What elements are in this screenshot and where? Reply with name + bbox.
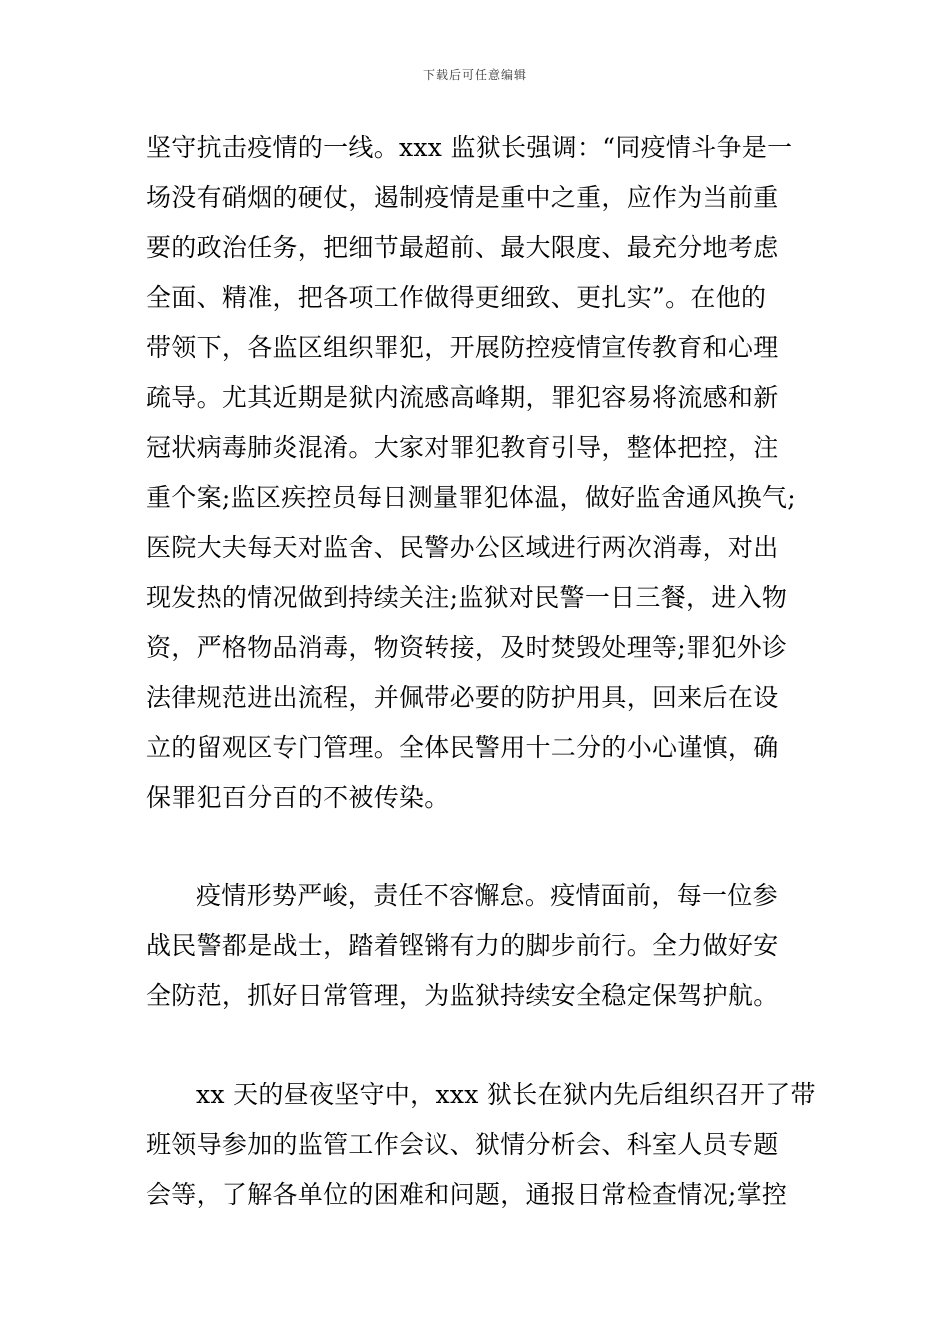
body-line: 重个案;监区疾控员每日测量罪犯体温，做好监舍通风换气;	[146, 483, 796, 512]
body-line: 带领下，各监区组织罪犯，开展防控疫情宣传教育和心理	[146, 333, 779, 362]
body-line: 资，严格物品消毒，物资转接，及时焚毁处理等;罪犯外诊	[146, 633, 788, 662]
body-line: 场没有硝烟的硬仗，遏制疫情是重中之重，应作为当前重	[146, 183, 779, 212]
body-line: 全面、精准，把各项工作做得更细致、更扎实”。在他的	[146, 283, 767, 312]
body-line: 全防范，抓好日常管理，为监狱持续安全稳定保驾护航。	[146, 981, 779, 1010]
body-line: 班领导参加的监管工作会议、狱情分析会、科室人员专题	[146, 1130, 779, 1159]
body-line: 要的政治任务，把细节最超前、最大限度、最充分地考虑	[146, 233, 779, 262]
paragraph-first-line: xx 天的昼夜坚守中，xxx 狱长在狱内先后组织召开了带	[196, 1080, 816, 1109]
body-line: 战民警都是战士，踏着铿锵有力的脚步前行。全力做好安	[146, 931, 779, 960]
body-line: 法律规范进出流程，并佩带必要的防护用具，回来后在设	[146, 683, 779, 712]
body-line: 医院大夫每天对监舍、民警办公区域进行两次消毒，对出	[146, 533, 779, 562]
body-line: 保罪犯百分百的不被传染。	[146, 783, 450, 812]
body-line: 冠状病毒肺炎混淆。大家对罪犯教育引导，整体把控，注	[146, 433, 779, 462]
paragraph-first-line: 疫情形势严峻，责任不容懈怠。疫情面前，每一位参	[196, 881, 778, 910]
page-header: 下载后可任意编辑	[422, 68, 527, 82]
body-line: 立的留观区专门管理。全体民警用十二分的小心谨慎，确	[146, 733, 779, 762]
body-line: 会等，了解各单位的困难和问题，通报日常检查情况;掌控	[146, 1180, 788, 1209]
body-line: 坚守抗击疫情的一线。xxx 监狱长强调：“同疫情斗争是一	[146, 133, 793, 162]
body-line: 现发热的情况做到持续关注;监狱对民警一日三餐，进入物	[146, 583, 788, 612]
body-line: 疏导。尤其近期是狱内流感高峰期，罪犯容易将流感和新	[146, 383, 779, 412]
